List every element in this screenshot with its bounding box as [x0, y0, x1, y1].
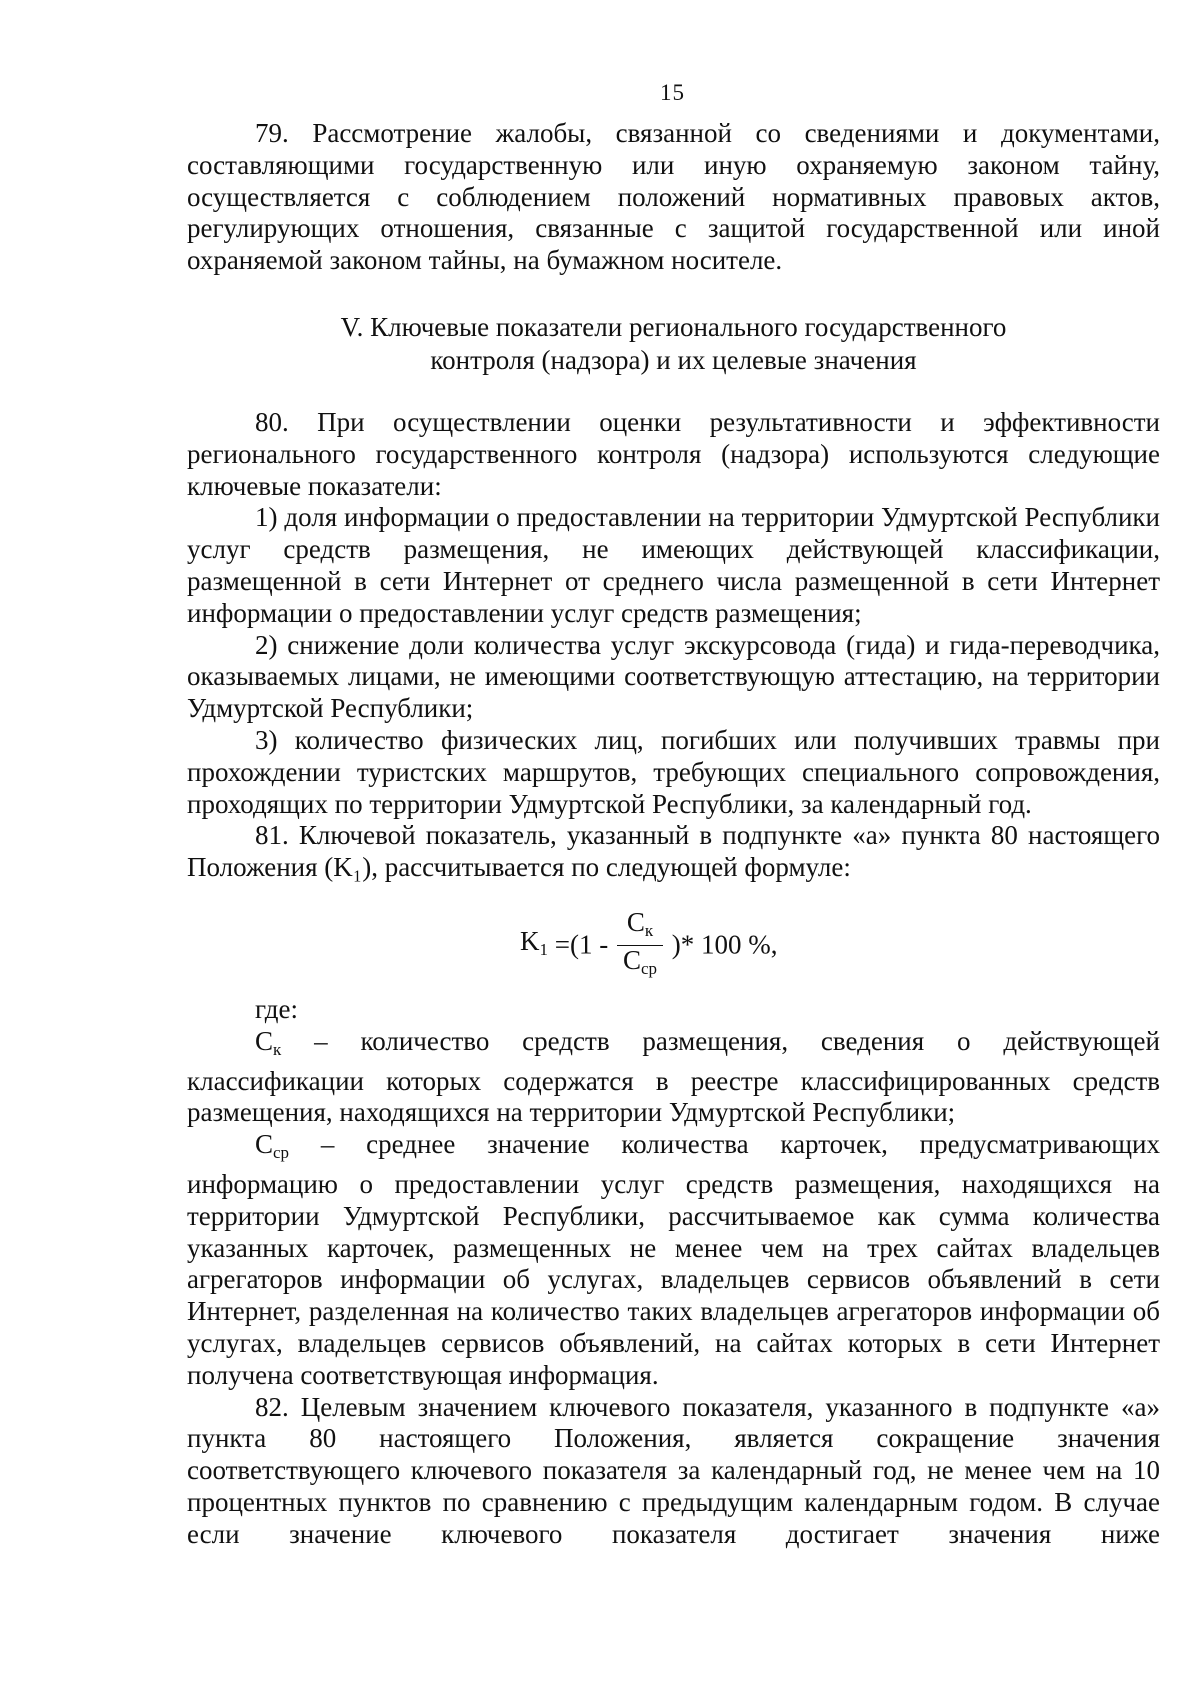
numerator-symbol: C — [626, 906, 645, 937]
formula-close: )* 100 %, — [671, 929, 778, 960]
section-heading-line-1: V. Ключевые показатели регионального государственного — [340, 311, 1007, 342]
page-number: 15 — [660, 80, 685, 105]
definition-ccp-text: – среднее значение количества карточек, предусматривающих информацию о предоставлении услуг средств размещения, находящихся на территории Удмуртской Республики, рассчитываемое как сумма количества указанных карточек, размещенных не менее чем на трех сайтах владельцев агрегаторов информации об услугах, владельцев сервисов объявлений в сети Интернет, разделенная на количество таких владельцев агрегаторов информации об услугах, владельцев сервисов объявлений, на сайтах которых в сети Интернет получена соответствующая информация. — [187, 1129, 1160, 1390]
definition-ck-subscript: к — [273, 1039, 282, 1059]
definition-ccp-subscript: ср — [273, 1143, 290, 1163]
list-item-2: 2) снижение доли количества услуг экскурсовода (гида) и гида-переводчика, оказываемых лицами, не имеющими соответствующую аттестацию, на территории Удмуртской Республики; — [187, 629, 1160, 724]
definition-ck — [187, 1026, 1160, 1129]
definition-ccp — [187, 1129, 1160, 1391]
formula-expression — [520, 908, 778, 983]
paragraph-81: 81. Ключевой показатель, указанный в подпункте «а» пункта 80 настоящего Положения (K₁), рассчитывается по следующей формуле: — [187, 820, 1160, 883]
formula-denominator — [617, 946, 663, 983]
formula-lhs-symbol: K — [520, 925, 540, 956]
definition-ck-text: – количество средств размещения, сведения о действующей классификации которых содержатся в реестре классифицированных средств размещения, находящихся на территории Удмуртской Республики; — [187, 1025, 1160, 1128]
where-label: где: — [255, 993, 298, 1024]
formula-fraction — [617, 908, 663, 983]
section-heading-line-2: контроля (надзора) и их целевые значения — [430, 344, 917, 375]
formula-lhs-subscript: 1 — [539, 939, 548, 959]
denominator-subscript: ср — [640, 958, 658, 978]
definition-ccp-symbol: C — [255, 1129, 274, 1160]
paragraph-80: 80. При осуществлении оценки результативности и эффективности регионального государственного контроля (надзора) используются следующие ключевые показатели: — [187, 406, 1160, 501]
formula-k1 — [187, 890, 1160, 986]
numerator-subscript: к — [644, 920, 654, 940]
spacer — [187, 377, 1160, 407]
paragraph-79: 79. Рассмотрение жалобы, связанной со сведениями и документами, составляющими государственную или иную охраняемую законом тайну, осуществляется с соблюдением положений нормативных правовых актов, регулирующих отношения, связанные с защитой государственной или иной охраняемой законом тайны, на бумажном носителе. — [187, 118, 1160, 276]
denominator-symbol: C — [622, 944, 641, 975]
formula-open: =(1 - — [554, 929, 609, 960]
list-item-1: 1) доля информации о предоставлении на территории Удмуртской Республики услуг средств размещения, не имеющих действующей классификации, размещенной в сети Интернет от среднего числа размещенной в сети Интернет информации о предоставлении услуг средств размещения; — [187, 502, 1160, 628]
list-item-3: 3) количество физических лиц, погибших или получивших травмы при прохождении туристских маршрутов, требующих специального сопровождения, проходящих по территории Удмуртской Республики, за календарный год. — [187, 724, 1160, 819]
formula-lhs — [520, 925, 548, 959]
paragraph-82: 82. Целевым значением ключевого показателя, указанного в подпункте «а» пункта 80 настоящего Положения, является сокращение значения соответствующего ключевого показателя за календарный год, не менее чем на 10 процентных пунктов по сравнению с предыдущим календарным годом. В случае если значение ключевого показателя достигает значения ниже — [187, 1391, 1160, 1549]
document-body — [187, 118, 1160, 1550]
formula-numerator — [617, 908, 663, 946]
spacer — [187, 277, 1160, 311]
definition-ck-symbol: C — [255, 1025, 274, 1056]
